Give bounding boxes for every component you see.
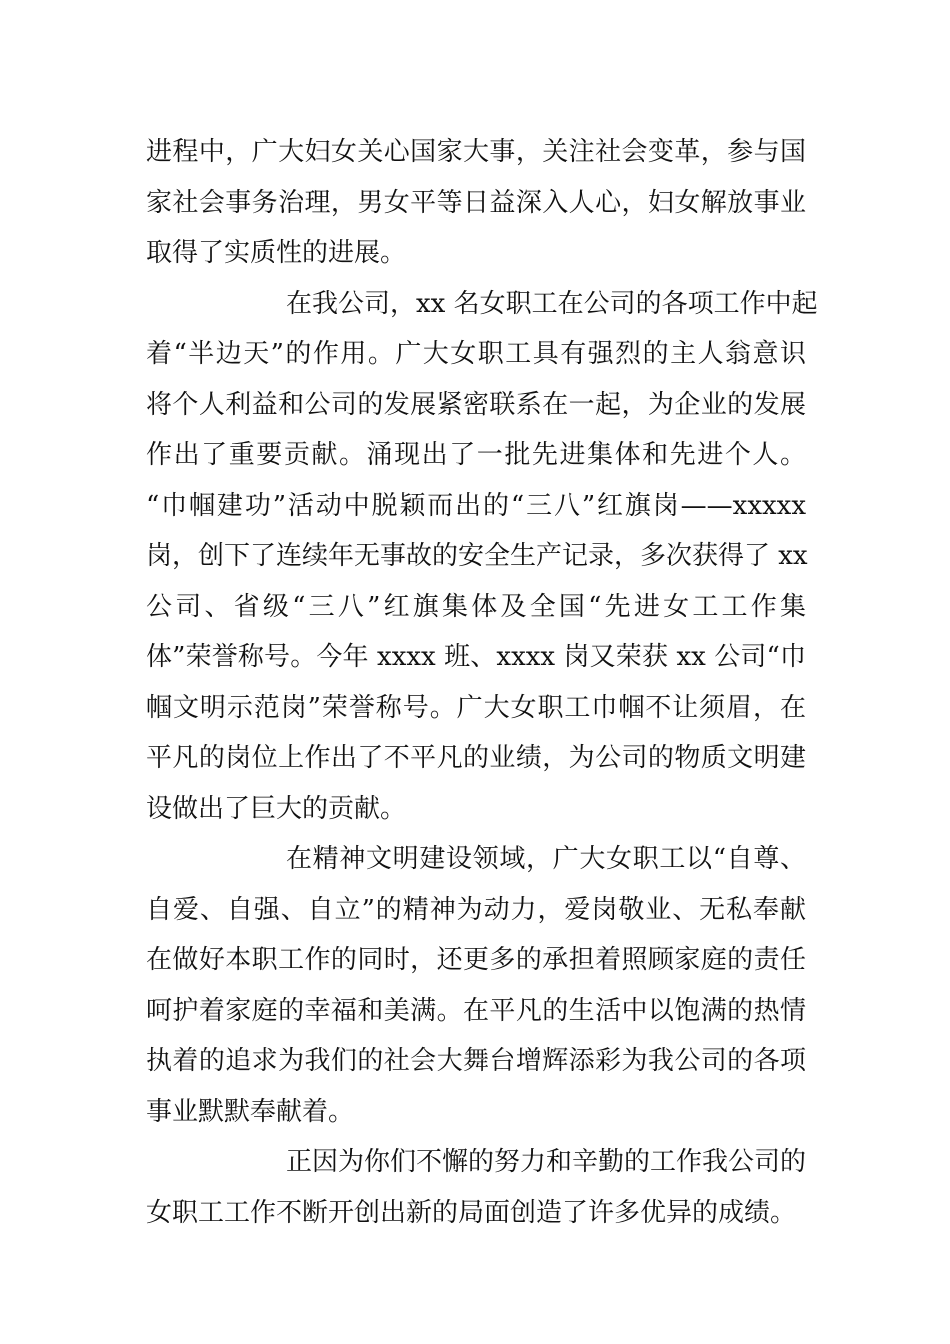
paragraph-1: [146, 127, 806, 279]
text-line: 执着的追求为我们的社会大舞台增辉添彩为我公司的各项: [146, 1046, 806, 1076]
text-line: 在我公司，xx 名女职工在公司的各项工作中起: [286, 288, 818, 319]
text-line: 进程中，广大妇女关心国家大事，关注社会变革，参与国: [146, 137, 806, 167]
text-line: 取得了实质性的进展。: [146, 238, 407, 268]
text-line: 在精神文明建设领域，广大女职工以“自尊、: [286, 844, 806, 874]
text-line: 在做好本职工作的同时，还更多的承担着照顾家庭的责任: [146, 945, 806, 975]
text-line: “巾帼建功”活动中脱颖而出的“三八”红旗岗——xxxxx: [146, 490, 806, 521]
text-line: 呵护着家庭的幸福和美满。在平凡的生活中以饱满的热情: [146, 995, 806, 1026]
text-line: 设做出了巨大的贡献。: [146, 793, 407, 824]
paragraph-3: [146, 834, 806, 1137]
text-line: 岗，创下了连续年无事故的安全生产记录，多次获得了 xx: [146, 541, 808, 571]
text-line: 着“半边天”的作用。广大女职工具有强烈的主人翁意识: [146, 339, 806, 369]
text-line: 正因为你们不懈的努力和辛勤的工作我公司的: [286, 1147, 807, 1177]
text-line: 作出了重要贡献。涌现出了一批先进集体和先进个人。: [146, 440, 806, 470]
text-line: 事业默默奉献着。: [146, 1096, 355, 1127]
document-body: [146, 127, 818, 1238]
text-line: 体”荣誉称号。今年 xxxx 班、xxxx 岗又荣获 xx 公司“巾: [146, 642, 806, 672]
text-line: 公司、省级“三八”红旗集体及全国“先进女工工作集: [146, 591, 806, 622]
text-line: 女职工工作不断开创出新的局面创造了许多优异的成绩。: [146, 1197, 797, 1228]
text-line: 自爱、自强、自立”的精神为动力，爱岗敬业、无私奉献: [146, 894, 806, 925]
text-line: 将个人利益和公司的发展紧密联系在一起，为企业的发展: [146, 389, 806, 420]
text-line: 家社会事务治理，男女平等日益深入人心，妇女解放事业: [146, 187, 806, 218]
paragraph-2: [146, 279, 818, 835]
text-line: 帼文明示范岗”荣誉称号。广大女职工巾帼不让须眉，在: [146, 692, 806, 723]
paragraph-4: [146, 1137, 806, 1238]
text-line: 平凡的岗位上作出了不平凡的业绩，为公司的物质文明建: [146, 743, 806, 773]
